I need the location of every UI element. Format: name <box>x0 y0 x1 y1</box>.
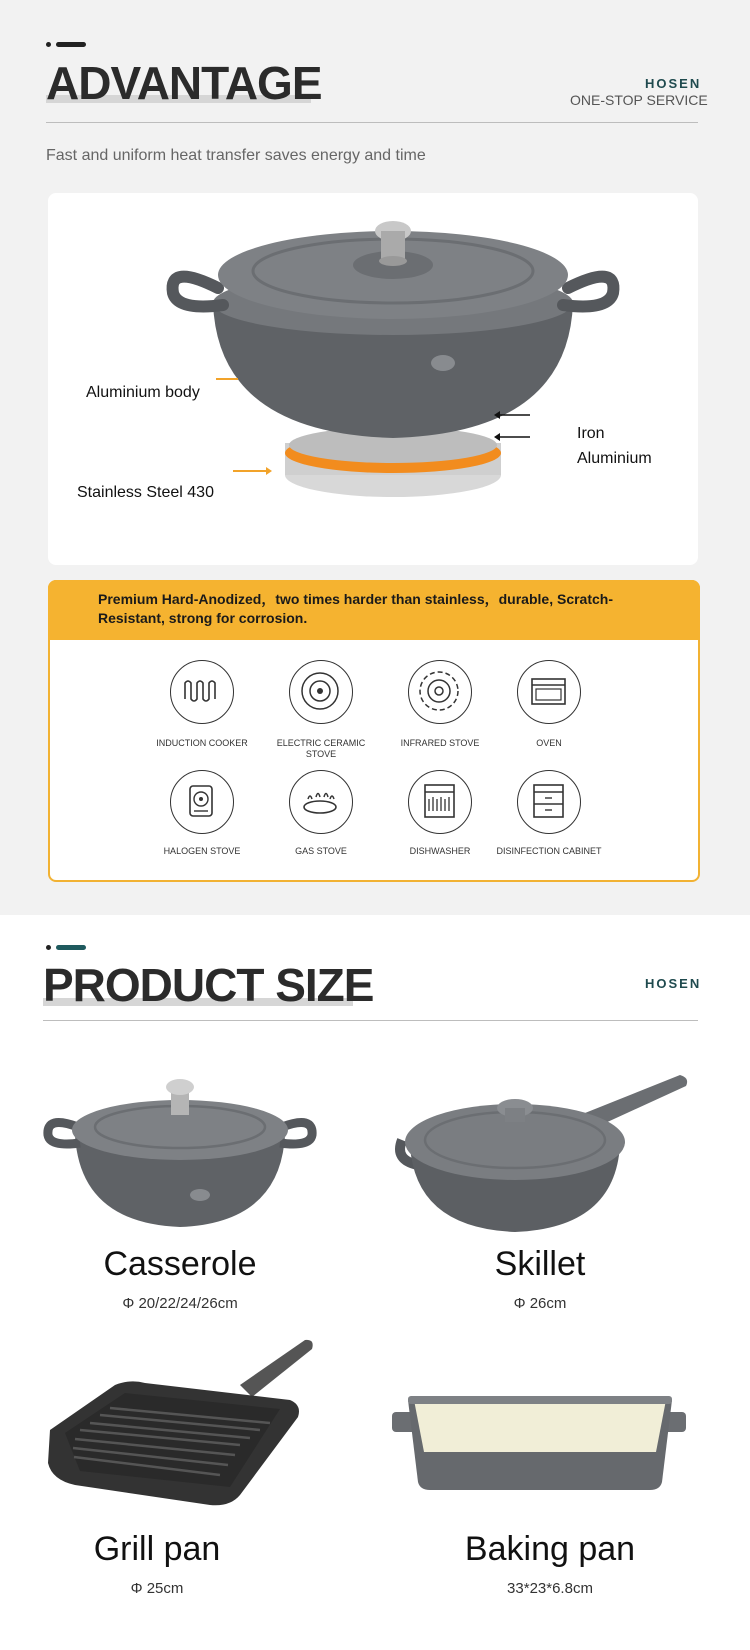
product-size: Φ 25cm <box>130 1580 184 1597</box>
label-aluminium: Aluminium <box>577 450 652 467</box>
stove-label: HALOGEN STOVE <box>163 846 241 856</box>
divider <box>43 1020 698 1021</box>
product-name: Skillet <box>494 1245 586 1283</box>
baking-pan-image <box>390 1380 690 1500</box>
brand-logo: HOSEN <box>645 76 702 91</box>
stove-label: INDUCTION COOKER <box>156 738 248 748</box>
stove-label: INFRARED STOVE <box>400 738 480 748</box>
pot-diagram <box>48 193 698 565</box>
product-size: Φ 26cm <box>513 1295 567 1312</box>
label-stainless-steel: Stainless Steel 430 <box>77 484 214 501</box>
casserole-image <box>40 1075 320 1235</box>
stove-label: ELECTRIC CERAMIC STOVE <box>276 738 366 759</box>
cabinet-icon <box>517 770 581 834</box>
banner-text: Premium Hard-Anodized，two times harder than stainless，durable, Scratch-Resistant, strong for corrosion. <box>98 591 613 626</box>
skillet-image <box>390 1070 690 1240</box>
induction-icon <box>170 660 234 724</box>
product-size-title: PRODUCT SIZE <box>43 959 374 1011</box>
stove-label: DISINFECTION CABINET <box>496 846 602 856</box>
grill-pan-image <box>40 1335 320 1525</box>
label-iron: Iron <box>577 425 605 442</box>
stove-label: DISHWASHER <box>409 846 471 856</box>
pot-diagram-card <box>48 193 698 565</box>
divider <box>46 122 698 123</box>
gas-stove-icon <box>289 770 353 834</box>
product-size: Φ 20/22/24/26cm <box>122 1295 238 1312</box>
oven-icon <box>517 660 581 724</box>
halogen-stove-icon <box>170 770 234 834</box>
infrared-stove-icon <box>408 660 472 724</box>
dishwasher-icon <box>408 770 472 834</box>
label-aluminium-body: Aluminium body <box>86 384 200 401</box>
product-name: Baking pan <box>464 1530 636 1568</box>
product-name: Grill pan <box>93 1530 221 1568</box>
service-text: ONE-STOP SERVICE <box>570 92 708 108</box>
brand-logo: HOSEN <box>645 976 702 991</box>
advantage-title: ADVANTAGE <box>46 57 322 109</box>
stove-label: OVEN <box>536 738 562 748</box>
electric-stove-icon <box>289 660 353 724</box>
product-name: Casserole <box>103 1245 257 1283</box>
stove-label: GAS STOVE <box>295 846 347 856</box>
advantage-subtitle: Fast and uniform heat transfer saves energy and time <box>46 147 426 164</box>
product-size: 33*23*6.8cm <box>507 1580 593 1597</box>
